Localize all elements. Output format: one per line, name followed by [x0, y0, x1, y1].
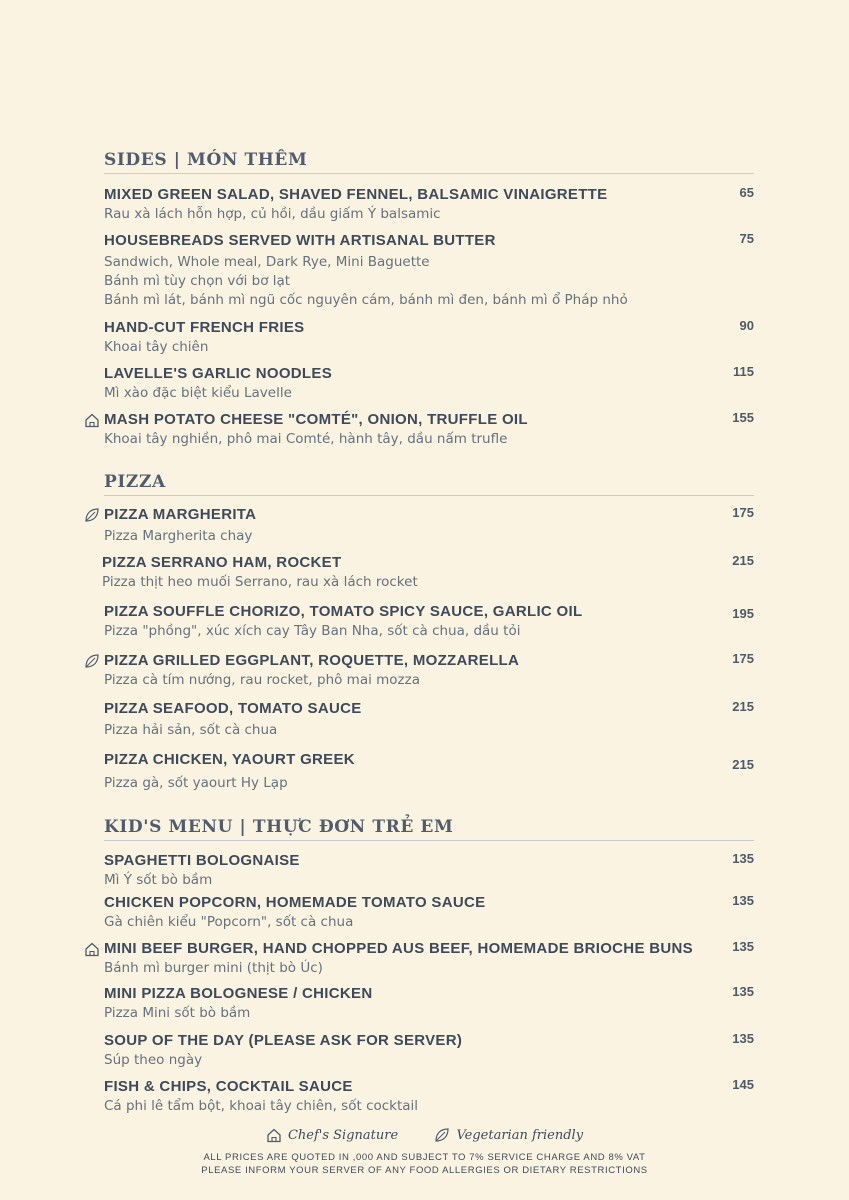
item-name: HAND-CUT FRENCH FRIES	[104, 319, 305, 336]
icon-legend	[0, 1127, 849, 1143]
item-description: Mì Ý sốt bò bầm	[104, 872, 213, 888]
legend-chef-signature	[266, 1127, 398, 1143]
item-name: CHICKEN POPCORN, HOMEMADE TOMATO SAUCE	[104, 894, 486, 911]
item-description: Khoai tây chiên	[104, 339, 209, 355]
item-description: Pizza Margherita chay	[104, 528, 253, 544]
item-description: Gà chiên kiểu "Popcorn", sốt cà chua	[104, 914, 354, 930]
item-description: Mì xào đặc biệt kiểu Lavelle	[104, 385, 292, 401]
item-name: PIZZA SERRANO HAM, ROCKET	[102, 554, 342, 571]
item-price: 215	[732, 553, 754, 568]
legend-chef-label: Chef's Signature	[287, 1127, 399, 1143]
item-description: Cá phi lê tẩm bột, khoai tây chiên, sốt cocktail	[104, 1098, 419, 1114]
item-name: PIZZA CHICKEN, YAOURT GREEK	[104, 751, 355, 768]
item-description: Pizza hải sản, sốt cà chua	[104, 722, 278, 738]
legend-veg-label: Vegetarian friendly	[456, 1127, 584, 1143]
item-description-vi-detail: Bánh mì lát, bánh mì ngũ cốc nguyên cám, bánh mì đen, bánh mì ổ Pháp nhỏ	[104, 292, 628, 308]
menu-item	[104, 1031, 754, 1070]
item-name: SPAGHETTI BOLOGNAISE	[104, 852, 300, 869]
item-name: HOUSEBREADS SERVED WITH ARTISANAL BUTTER	[104, 232, 496, 249]
item-name: MINI PIZZA BOLOGNESE / CHICKEN	[104, 985, 373, 1002]
item-name: FISH & CHIPS, COCKTAIL SAUCE	[104, 1078, 353, 1095]
menu-item	[104, 699, 754, 740]
item-description-vi: Bánh mì tùy chọn với bơ lạt	[104, 273, 291, 289]
item-price: 195	[732, 606, 754, 621]
item-description: Bánh mì burger mini (thịt bò Úc)	[104, 960, 323, 976]
menu-item	[104, 410, 754, 449]
item-price: 135	[732, 984, 754, 999]
item-name: PIZZA MARGHERITA	[104, 506, 257, 523]
item-description: Sandwich, Whole meal, Dark Rye, Mini Baguette	[104, 254, 430, 270]
menu-item	[104, 364, 754, 403]
menu-item	[104, 231, 754, 310]
section-title-sides: SIDES | MÓN THÊM	[104, 150, 754, 174]
menu-item	[104, 505, 754, 546]
section-title-kids: KID'S MENU | THỰC ĐƠN TRẺ EM	[104, 817, 754, 841]
item-price: 155	[732, 410, 754, 425]
item-name: PIZZA SOUFFLE CHORIZO, TOMATO SPICY SAUCE, GARLIC OIL	[104, 603, 583, 620]
menu-item	[104, 851, 754, 890]
item-name: MINI BEEF BURGER, HAND CHOPPED AUS BEEF, HOMEMADE BRIOCHE BUNS	[104, 940, 693, 957]
item-name: LAVELLE'S GARLIC NOODLES	[104, 365, 332, 382]
item-name: PIZZA SEAFOOD, TOMATO SAUCE	[104, 700, 362, 717]
section-title-pizza: PIZZA	[104, 472, 754, 496]
chef-signature-icon	[84, 941, 100, 957]
item-price: 75	[739, 231, 754, 246]
footnote-allergies: PLEASE INFORM YOUR SERVER OF ANY FOOD ALLERGIES OR DIETARY RESTRICTIONS	[201, 1165, 648, 1176]
menu-item	[104, 893, 754, 932]
menu-item	[104, 602, 754, 641]
vegetarian-leaf-icon	[84, 507, 100, 523]
item-price: 145	[732, 1077, 754, 1092]
item-price: 175	[732, 651, 754, 666]
menu-item	[104, 318, 754, 357]
item-price: 135	[732, 939, 754, 954]
item-name: MIXED GREEN SALAD, SHAVED FENNEL, BALSAMIC VINAIGRETTE	[104, 186, 608, 203]
item-price: 65	[739, 185, 754, 200]
item-name: SOUP OF THE DAY (PLEASE ASK FOR SERVER)	[104, 1032, 463, 1049]
legend-vegetarian	[434, 1127, 583, 1143]
menu-item	[104, 1077, 754, 1116]
item-price: 175	[732, 505, 754, 520]
item-description: Pizza cà tím nướng, rau rocket, phô mai mozza	[104, 672, 421, 688]
item-description: Pizza gà, sốt yaourt Hy Lạp	[104, 775, 288, 791]
menu-item	[104, 984, 754, 1023]
item-price: 115	[733, 364, 754, 379]
footnote-prices: ALL PRICES ARE QUOTED IN ,000 AND SUBJECT TO 7% SERVICE CHARGE AND 8% VAT	[203, 1152, 646, 1163]
menu-item	[104, 939, 754, 978]
item-price: 215	[732, 757, 754, 772]
vegetarian-leaf-icon	[84, 653, 100, 669]
item-price: 215	[732, 699, 754, 714]
menu-item	[104, 185, 754, 224]
item-description: Khoai tây nghiền, phô mai Comté, hành tây, dầu nấm trufle	[104, 431, 508, 447]
item-price: 135	[732, 851, 754, 866]
chef-signature-icon	[266, 1127, 282, 1143]
item-price: 135	[732, 893, 754, 908]
item-name: PIZZA GRILLED EGGPLANT, ROQUETTE, MOZZARELLA	[104, 652, 520, 669]
vegetarian-leaf-icon	[434, 1127, 450, 1143]
item-price: 135	[732, 1031, 754, 1046]
item-description: Pizza "phồng", xúc xích cay Tây Ban Nha, sốt cà chua, dầu tỏi	[104, 623, 521, 639]
item-description: Pizza Mini sốt bò bầm	[104, 1005, 251, 1021]
menu-item	[104, 750, 754, 793]
item-description: Rau xà lách hỗn hợp, củ hồi, dầu giấm Ý balsamic	[104, 206, 441, 222]
item-price: 90	[739, 318, 754, 333]
menu-item	[104, 651, 754, 690]
item-name: MASH POTATO CHEESE "COMTÉ", ONION, TRUFFLE OIL	[104, 411, 528, 428]
item-description: Pizza thịt heo muối Serrano, rau xà lách rocket	[102, 574, 418, 590]
chef-signature-icon	[84, 412, 100, 428]
menu-item	[102, 553, 752, 592]
item-description: Súp theo ngày	[104, 1052, 203, 1068]
